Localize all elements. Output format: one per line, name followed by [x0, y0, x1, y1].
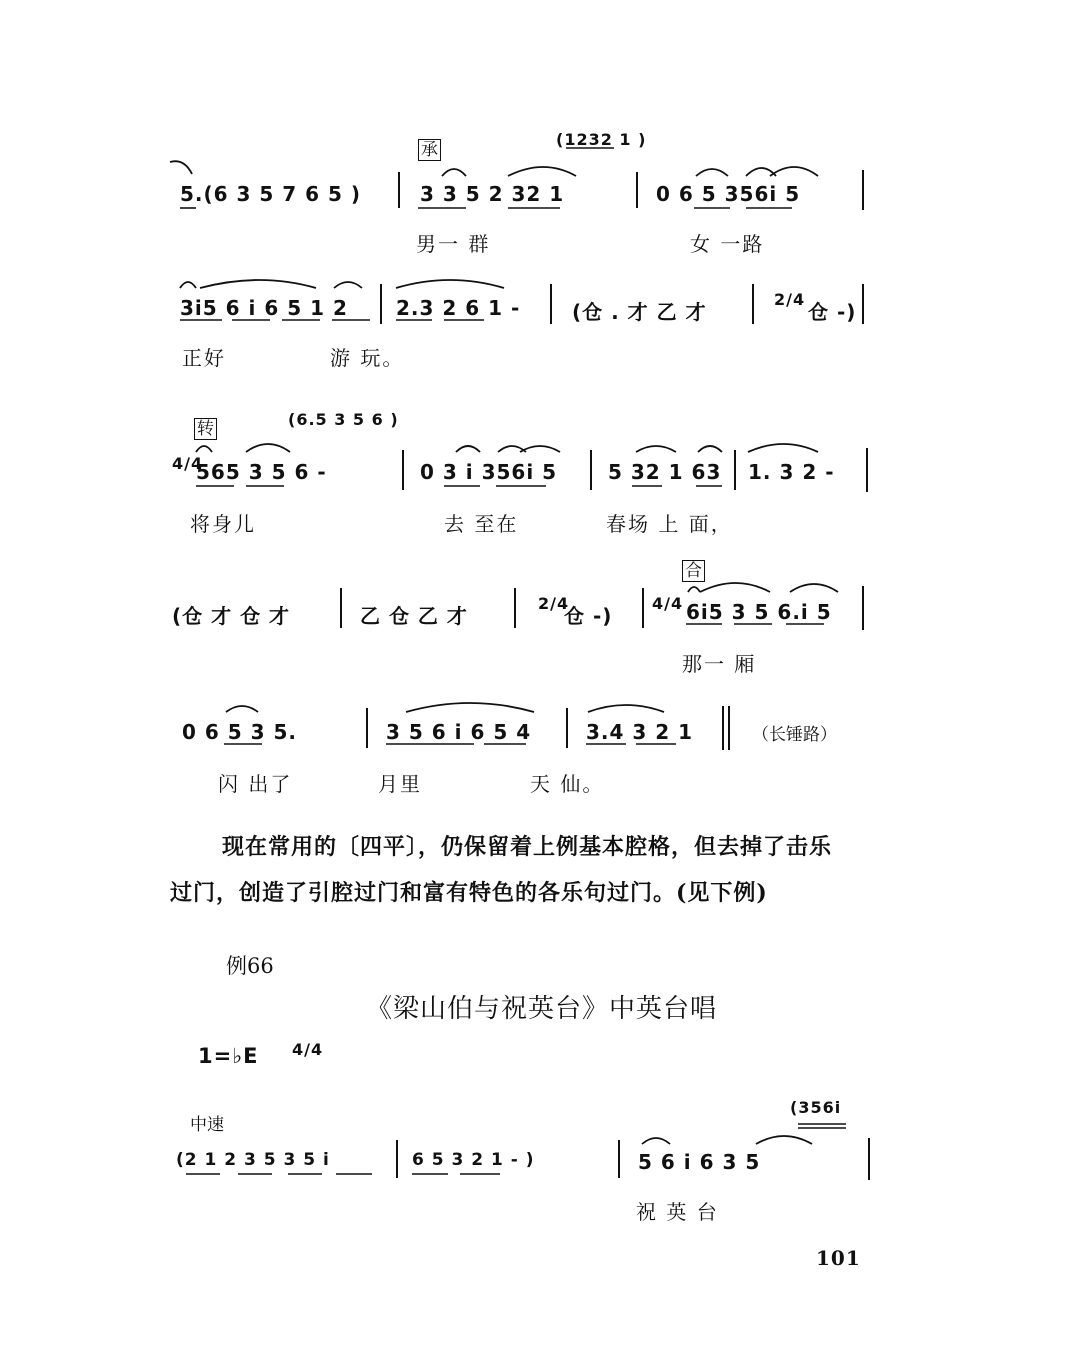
measure-3-2: 0 3 i 356i 5: [420, 460, 558, 484]
measure-5-2: 3 5 6 i 6 5 4: [386, 720, 532, 744]
measure-4-1: (仓 才 仓 才: [172, 604, 291, 628]
measure-4-4: 6i5 3 5 6.i 5: [686, 600, 832, 624]
measure-6-2: 6 5 3 2 1 - ): [412, 1150, 535, 1170]
tempo-marking: 中速: [190, 1115, 224, 1135]
section-mark-he: 合: [682, 560, 705, 582]
measure-2-1: 3i5 6 i 6 5 1 2: [180, 296, 348, 320]
measure-6-3: 5 6 i 6 3 5: [638, 1150, 761, 1174]
prose-line-1: 现在常用的〔四平〕，仍保留着上例基本腔格，但去掉了击乐: [222, 834, 833, 860]
section-mark-zhuan: 转: [194, 418, 217, 440]
measure-3-3: 5 32 1 63: [608, 460, 722, 484]
lyric-2-2: 游 玩。: [330, 346, 405, 370]
measure-1-3: 0 6 5 356i 5: [656, 182, 801, 206]
time-signature: 4/4: [652, 594, 684, 613]
time-signature: 2/4: [774, 290, 806, 309]
measure-3-4: 1. 3 2 -: [748, 460, 835, 484]
measure-2-4: 仓 -): [808, 300, 857, 324]
percussion-note: （长锤路）: [752, 725, 837, 745]
time-signature: 4/4: [172, 454, 204, 473]
measure-1-1: 5.(6 3 5 7 6 5 ): [180, 182, 362, 206]
lyric-4-1: 那一 厢: [682, 652, 757, 676]
lyric-1-1: 男一 群: [416, 232, 491, 256]
lyric-5-1: 闪 出了: [218, 772, 293, 796]
time-signature: 2/4: [538, 594, 570, 613]
lyric-2-1: 正好: [182, 346, 226, 370]
prose-line-2: 过门，创造了引腔过门和富有特色的各乐句过门。(见下例): [170, 880, 768, 906]
time-signature: 4/4: [292, 1040, 324, 1059]
lyric-3-3: 春场 上 面，: [606, 512, 733, 536]
lyric-3-1: 将身儿: [190, 512, 256, 536]
measure-5-1: 0 6 5 3 5.: [182, 720, 298, 744]
percussion-paren-top: (6.5 3 5 6 ): [288, 410, 399, 429]
measure-4-3: 仓 -): [564, 604, 613, 628]
lyric-1-2: 女 一路: [690, 232, 765, 256]
measure-5-3: 3.4 3 2 1: [586, 720, 694, 744]
song-title: 《梁山伯与祝英台》中英台唱: [366, 994, 718, 1024]
lyric-6-1: 祝 英 台: [636, 1200, 719, 1224]
measure-6-1: (2 1 2 3 5 3 5 i: [176, 1150, 330, 1170]
measure-4-2: 乙 仓 乙 才: [360, 604, 468, 628]
lyric-5-2: 月里: [378, 772, 422, 796]
lyric-5-3: 天 仙。: [530, 772, 605, 796]
measure-2-2: 2.3 2 6 1 -: [396, 296, 521, 320]
key-signature: 1=♭E: [198, 1044, 259, 1068]
percussion-paren-top: (356i: [790, 1098, 842, 1117]
measure-2-3: (仓 . 才 乙 才: [572, 300, 707, 324]
measure-3-1: 565 3 5 6 -: [196, 460, 327, 484]
measure-1-2: 3 3 5 2 32 1: [420, 182, 565, 206]
page-number: 101: [816, 1246, 861, 1270]
example-label: 例66: [226, 954, 274, 978]
lyric-3-2: 去 至在: [444, 512, 519, 536]
section-mark-cheng: 承: [418, 139, 441, 161]
percussion-paren-top: (1232 1 ): [556, 130, 647, 149]
